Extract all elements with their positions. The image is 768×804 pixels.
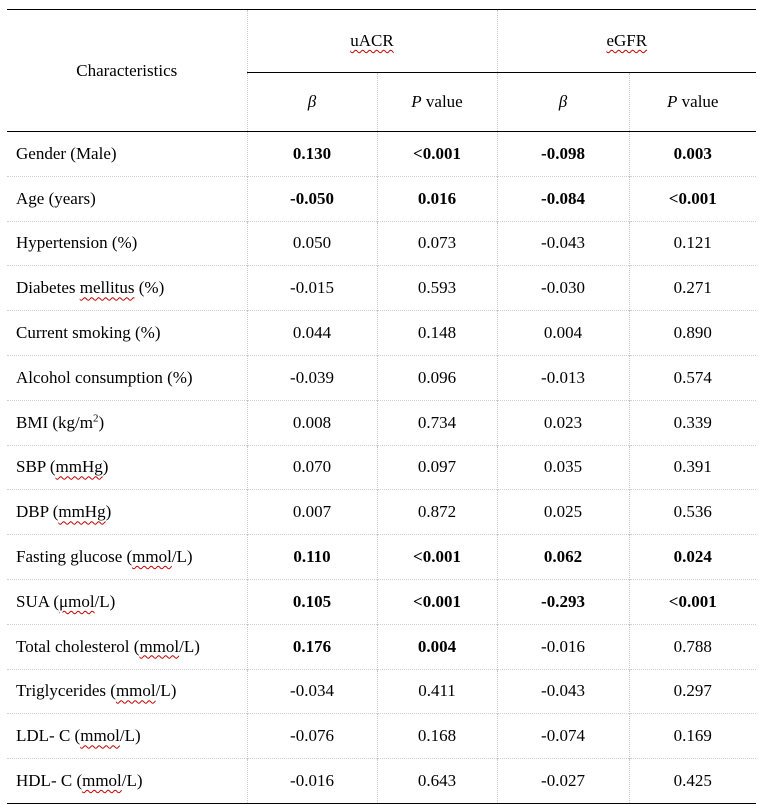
table-row [7,400,756,445]
uacr-p-cell: 0.734 [377,400,497,445]
egfr-beta-cell: -0.293 [497,579,629,624]
egfr-beta-cell: 0.023 [497,400,629,445]
egfr-p-cell: 0.121 [629,221,756,266]
egfr-p-cell: 0.297 [629,669,756,714]
uacr-beta-cell: -0.015 [247,266,377,311]
regression-table [7,9,756,804]
table-row [7,221,756,266]
group-header-uacr: uACR [247,10,497,73]
egfr-beta-cell: 0.062 [497,535,629,580]
egfr-beta-cell: 0.035 [497,445,629,490]
characteristics-header: Characteristics [7,10,247,132]
egfr-p-cell: 0.890 [629,311,756,356]
row-label: Total cholesterol (mmol/L) [7,624,247,669]
egfr-beta-cell: -0.013 [497,355,629,400]
uacr-p-cell: <0.001 [377,579,497,624]
egfr-p-header: P value [629,73,756,132]
row-label: Diabetes mellitus (%) [7,266,247,311]
uacr-beta-cell: -0.016 [247,759,377,804]
egfr-p-cell: 0.271 [629,266,756,311]
uacr-beta-cell: 0.007 [247,490,377,535]
row-label: SBP (mmHg) [7,445,247,490]
egfr-p-cell: 0.574 [629,355,756,400]
egfr-beta-cell: -0.016 [497,624,629,669]
table-row [7,445,756,490]
egfr-beta-cell: -0.027 [497,759,629,804]
egfr-beta-cell: 0.004 [497,311,629,356]
egfr-p-cell: 0.788 [629,624,756,669]
row-label: LDL- C (mmol/L) [7,714,247,759]
egfr-p-cell: 0.003 [673,143,712,163]
table-row [7,311,756,356]
uacr-beta-cell: 0.130 [247,132,377,177]
egfr-p-cell: 0.169 [629,714,756,759]
uacr-beta-cell: 0.050 [247,221,377,266]
table-row [7,714,756,759]
uacr-beta-cell: 0.008 [247,400,377,445]
uacr-p-cell: 0.593 [377,266,497,311]
group-header-egfr: eGFR [497,10,756,73]
egfr-beta-cell: -0.098 [497,132,629,177]
uacr-beta-cell: 0.110 [247,535,377,580]
egfr-p-cell: 0.425 [629,759,756,804]
table-row [7,132,756,177]
uacr-beta-cell: 0.070 [247,445,377,490]
row-label: SUA (μmol/L) [7,579,247,624]
uacr-beta-cell: -0.039 [247,355,377,400]
uacr-p-cell: 0.168 [377,714,497,759]
egfr-p-cell: 0.391 [629,445,756,490]
row-label: HDL- C (mmol/L) [7,759,247,804]
table-row [7,579,756,624]
uacr-beta-cell: -0.034 [247,669,377,714]
uacr-p-cell: 0.097 [377,445,497,490]
egfr-beta-cell: -0.074 [497,714,629,759]
uacr-beta-cell: -0.076 [247,714,377,759]
egfr-p-cell: 0.339 [629,400,756,445]
uacr-p-cell: 0.411 [377,669,497,714]
uacr-p-cell: 0.004 [377,624,497,669]
egfr-p-cell: 0.536 [629,490,756,535]
row-label: Triglycerides (mmol/L) [7,669,247,714]
uacr-p-cell: <0.001 [377,132,497,177]
uacr-p-cell: 0.096 [377,355,497,400]
table-row [7,759,756,804]
egfr-beta-header: β [497,73,629,132]
table-row [7,669,756,714]
uacr-p-cell: <0.001 [377,535,497,580]
row-label: Hypertension (%) [7,221,247,266]
uacr-p-cell: 0.016 [377,176,497,221]
uacr-beta-cell: 0.044 [247,311,377,356]
row-label: Gender (Male) [7,132,247,177]
uacr-p-header: P value [377,73,497,132]
table-row [7,624,756,669]
uacr-beta-cell: 0.176 [247,624,377,669]
table-row [7,176,756,221]
row-label: BMI $(kg/m^2)$ [7,400,247,445]
egfr-beta-cell: -0.030 [497,266,629,311]
uacr-p-cell: 0.073 [377,221,497,266]
egfr-p-cell: <0.001 [629,176,756,221]
egfr-p-cell: 0.024 [629,535,756,580]
egfr-beta-cell: -0.084 [497,176,629,221]
table-row [7,266,756,311]
egfr-beta-cell: -0.043 [497,669,629,714]
uacr-p-cell: 0.148 [377,311,497,356]
row-label: Alcohol consumption (%) [7,355,247,400]
row-label: Fasting glucose (mmol/L) [7,535,247,580]
egfr-beta-cell: 0.025 [497,490,629,535]
table-row [7,535,756,580]
egfr-beta-cell: -0.043 [497,221,629,266]
uacr-p-cell: 0.872 [377,490,497,535]
results-table-container [7,9,756,804]
table-body [7,132,756,804]
row-label: Current smoking (%) [7,311,247,356]
row-label: Age (years) [7,176,247,221]
uacr-beta-cell: 0.105 [247,579,377,624]
table-row [7,490,756,535]
uacr-beta-header: β [247,73,377,132]
table-row [7,355,756,400]
uacr-beta-cell: -0.050 [247,176,377,221]
egfr-p-cell: <0.001 [629,579,756,624]
row-label: DBP (mmHg) [7,490,247,535]
uacr-p-cell: 0.643 [377,759,497,804]
